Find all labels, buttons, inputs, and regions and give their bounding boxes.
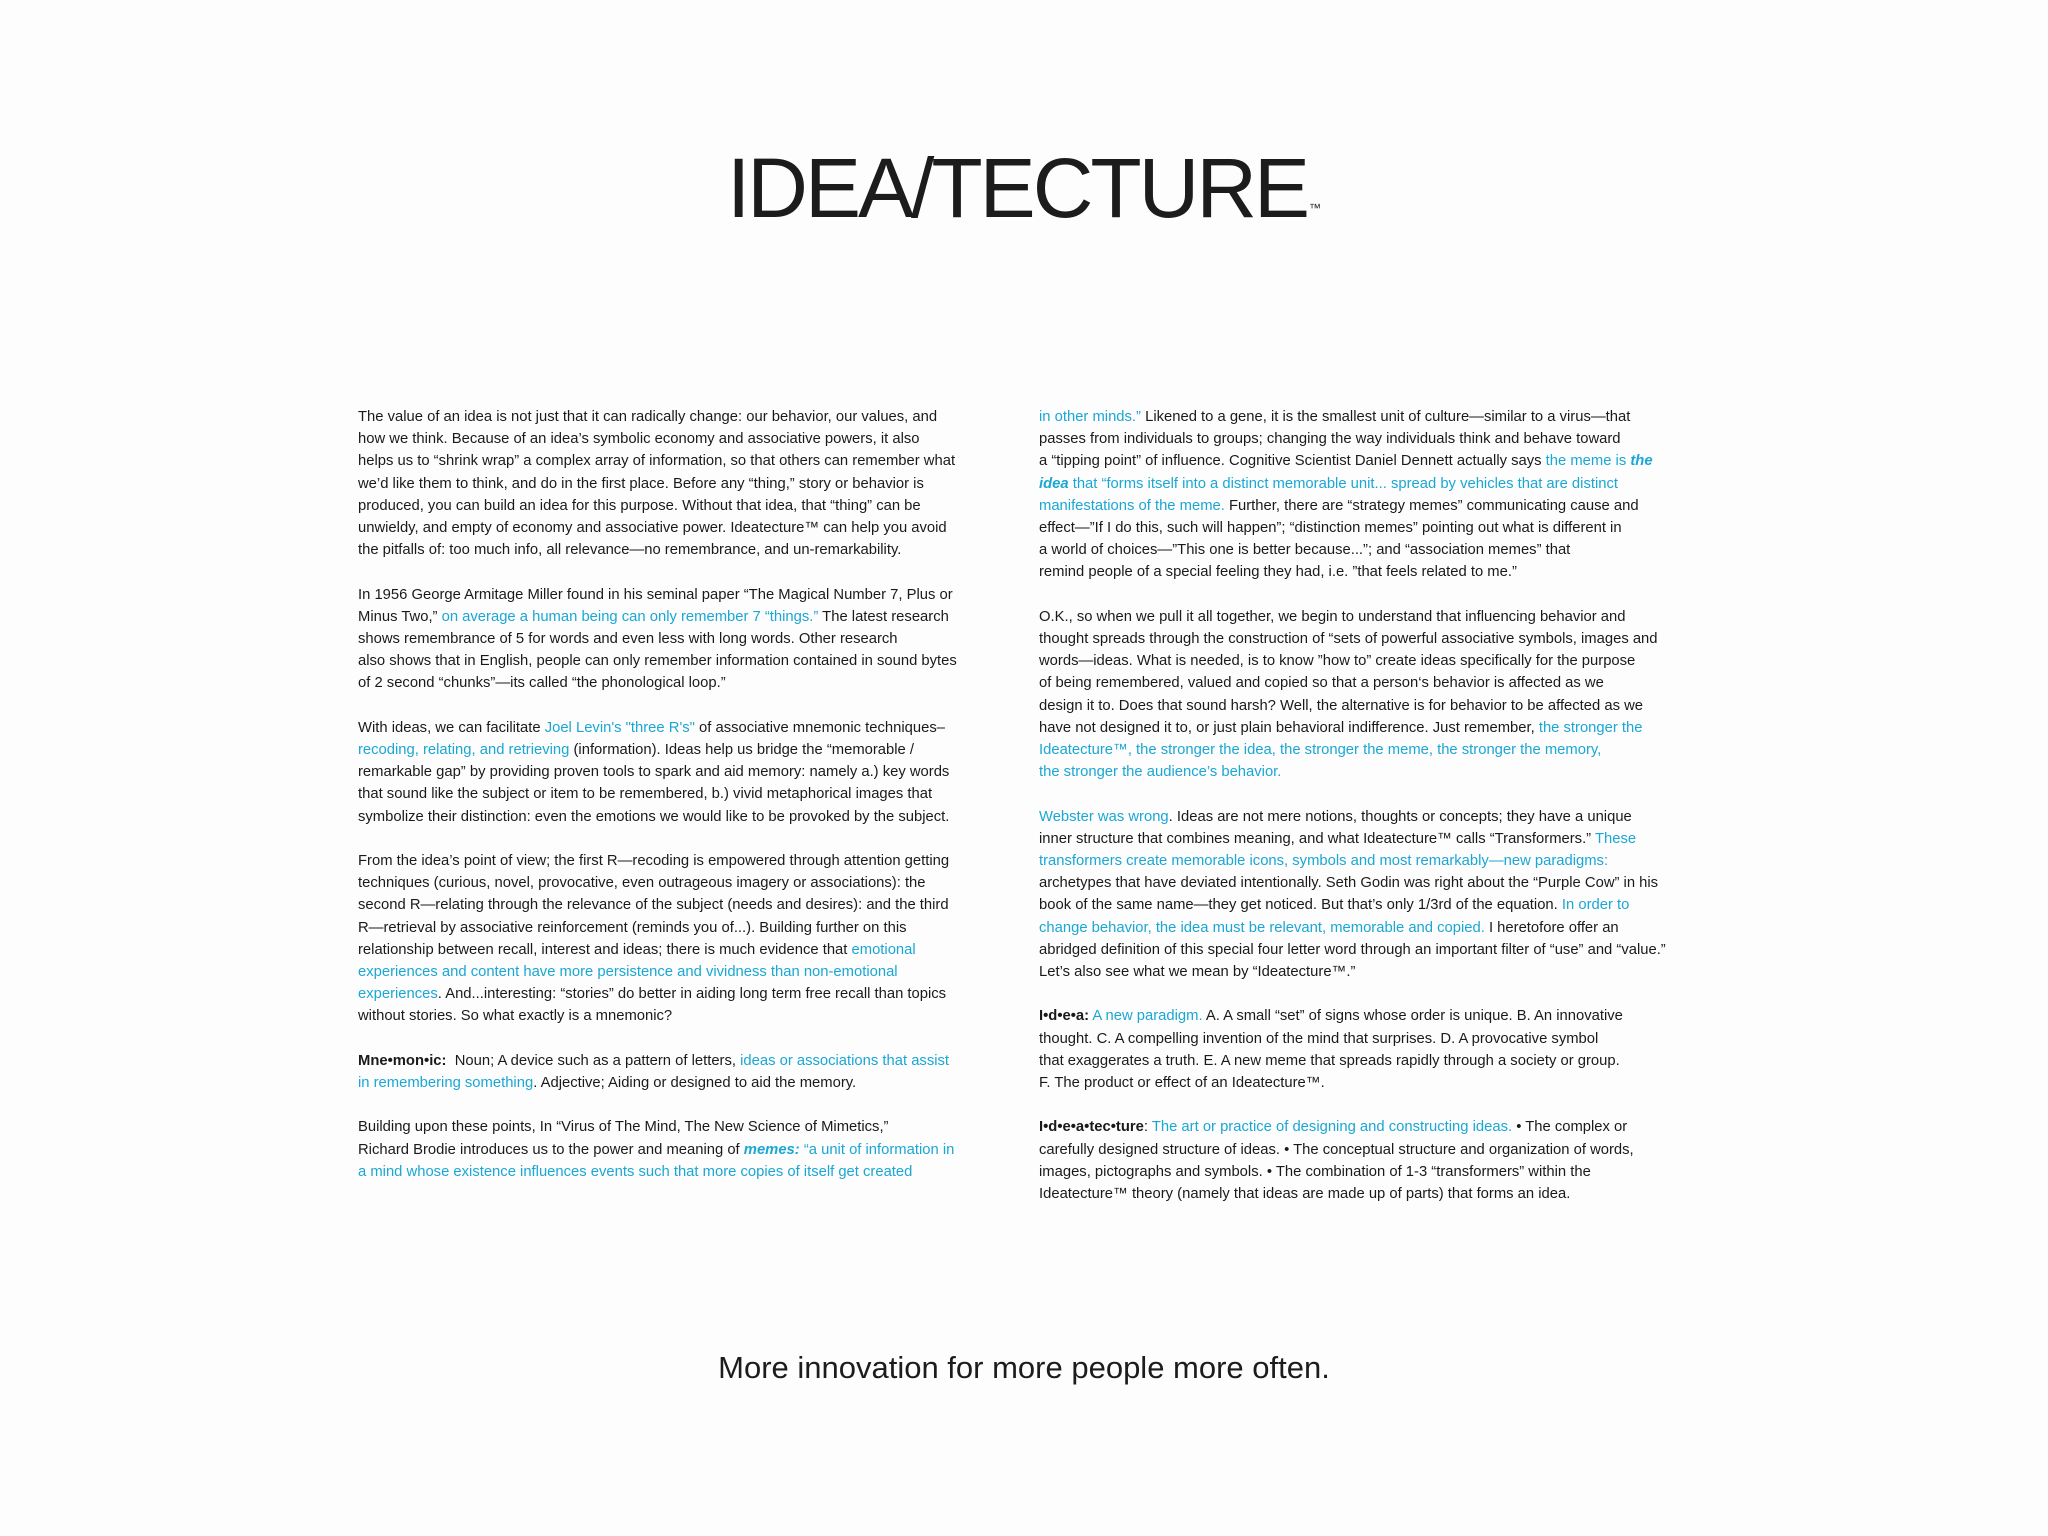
text-line: remind people of a special feeling they had, i.e. ”that feels related to me.” <box>1039 564 1517 581</box>
highlight-text: Joel Levin's "three R's" <box>544 719 695 736</box>
paragraph-levin <box>358 717 998 828</box>
text-run: I heretofore offer an <box>1484 919 1619 936</box>
text-run: • The complex or <box>1512 1119 1628 1136</box>
text-line <box>1039 917 1699 939</box>
text-run: of associative mnemonic techniques– <box>694 719 945 736</box>
text-run: Likened to a gene, it is the smallest unit of culture—similar to a virus—that <box>1140 409 1631 425</box>
definition-term: I•d•e•a•tec•ture <box>1039 1119 1144 1136</box>
trademark-symbol: ™ <box>1309 201 1322 215</box>
highlight-text: the <box>1630 453 1653 470</box>
highlight-text: on average a human being can only remember 7 “things.” <box>441 608 819 625</box>
text-line: second R—relating through the relevance of the subject (needs and desires): and the third <box>358 897 949 914</box>
text-line: remarkable gap” by providing proven tools to spark and aid memory: namely a.) key words <box>358 764 950 781</box>
text-line <box>358 717 998 739</box>
paragraph-ideatecture-definition <box>1039 1116 1699 1205</box>
highlight-text: the stronger the <box>1538 719 1643 736</box>
text-run: . And...interesting: “stories” do better in aiding long term free recall than topics <box>437 986 947 1003</box>
text-line: Ideatecture™ theory (namely that ideas are made up of parts) that forms an idea. <box>1039 1186 1571 1203</box>
text-line <box>1039 495 1699 517</box>
text-line: carefully designed structure of ideas. • The conceptual structure and organization of words, <box>1039 1141 1634 1158</box>
left-column <box>358 406 998 1205</box>
text-line: without stories. So what exactly is a mnemonic? <box>358 1008 673 1025</box>
text-line: symbolize their distinction: even the emotions we would like to be provoked by the subject. <box>358 808 950 825</box>
text-run: Noun; A device such as a pattern of letters, <box>446 1052 741 1069</box>
text-run: : <box>1143 1119 1152 1136</box>
paragraph-pull-together <box>1039 606 1699 784</box>
text-line: unwieldy, and empty of economy and associative power. Ideatecture™ can help you avoid <box>358 520 947 537</box>
highlight-text: recoding, relating, and retrieving <box>358 742 570 759</box>
text-line: of 2 second “chunks”—its called “the phonological loop.” <box>358 675 726 692</box>
text-line: of being remembered, valued and copied so that a person‘s behavior is affected as we <box>1039 675 1604 692</box>
text-line: words—ideas. What is needed, is to know ”how to” create ideas specifically for the purpose <box>1039 653 1636 670</box>
paragraph-brodie <box>358 1116 998 1183</box>
text-line: design it to. Does that sound harsh? Well, the alternative is for behavior to be affected as we <box>1039 697 1644 714</box>
highlight-text: that “forms itself into a distinct memorable unit... spread by vehicles that are distinct <box>1068 475 1618 492</box>
definition-term: I•d•e•a: <box>1039 1008 1090 1025</box>
paragraph-mnemonic-definition <box>358 1050 998 1094</box>
text-line: Let’s also see what we mean by “Ideatecture™.” <box>1039 964 1356 981</box>
text-line: Building upon these points, In “Virus of The Mind, The New Science of Mimetics,” <box>358 1119 889 1136</box>
highlight-text: change behavior, the idea must be relevant, memorable and copied. <box>1039 919 1485 936</box>
text-line: images, pictographs and symbols. • The combination of 1-3 “transformers” within the <box>1039 1163 1591 1180</box>
text-line: experiences and content have more persistence and vividness than non-emotional <box>358 964 898 981</box>
text-run: A. A small “set” of signs whose order is unique. B. An innovative <box>1202 1008 1623 1025</box>
highlight-text: in other minds.” <box>1039 409 1141 425</box>
text-run: . Ideas are not mere notions, thoughts or concepts; they have a unique <box>1168 808 1632 825</box>
text-run: Minus Two,” <box>358 608 442 625</box>
text-run: book of the same name—they get noticed. But that’s only 1/3rd of the equation. <box>1039 897 1562 914</box>
highlight-text: These <box>1594 830 1637 847</box>
text-line: techniques (curious, novel, provocative, even outrageous imagery or associations): the <box>358 875 926 892</box>
text-line: shows remembrance of 5 for words and even less with long words. Other research <box>358 631 898 648</box>
text-line: that exaggerates a truth. E. A new meme that spreads rapidly through a society or group. <box>1039 1052 1620 1069</box>
text-line: Ideatecture™, the stronger the idea, the stronger the meme, the stronger the memory, <box>1039 742 1602 759</box>
text-line: O.K., so when we pull it all together, we begin to understand that influencing behavior and <box>1039 608 1626 625</box>
highlight-text: The art or practice of designing and constructing ideas. <box>1151 1119 1513 1136</box>
paragraph-miller <box>358 584 998 695</box>
paragraph-idea-value <box>358 406 998 561</box>
highlight-text: “a unit of information in <box>799 1141 955 1158</box>
text-line: how we think. Because of an idea’s symbolic economy and associative powers, it also <box>358 431 920 448</box>
text-run: Further, there are “strategy memes” communicating cause and <box>1224 497 1639 514</box>
text-line <box>358 739 998 761</box>
text-line: we’d like them to think, and do in the first place. Before any “thing,” story or behavior is <box>358 475 924 492</box>
text-line: the pitfalls of: too much info, all relevance—no remembrance, and un-remarkability. <box>358 542 902 559</box>
text-line <box>1039 473 1699 495</box>
highlight-text: Webster was wrong <box>1039 808 1169 825</box>
highlight-text: in remembering something <box>358 1075 534 1092</box>
text-line <box>1039 894 1699 916</box>
text-line: transformers create memorable icons, symbols and most remarkably—new paradigms: <box>1039 853 1609 870</box>
text-run: The latest research <box>818 608 949 625</box>
highlight-text: A new paradigm. <box>1089 1008 1203 1025</box>
text-line: F. The product or effect of an Ideatecture™. <box>1039 1075 1325 1092</box>
paragraph-three-rs <box>358 850 998 1028</box>
text-line <box>358 983 998 1005</box>
text-run: (information). Ideas help us bridge the “memorable / <box>569 742 914 759</box>
highlight-text: manifestations of the meme. <box>1039 497 1225 514</box>
text-run: . Adjective; Aiding or designed to aid the memory. <box>533 1075 857 1092</box>
text-line: The value of an idea is not just that it can radically change: our behavior, our values, and <box>358 409 938 425</box>
highlight-text: experiences <box>358 986 438 1003</box>
footer-tagline: More innovation for more people more often. <box>718 1350 1330 1385</box>
text-line: a mind whose existence influences events such that more copies of itself get created <box>358 1163 913 1180</box>
text-line <box>358 1072 998 1094</box>
text-line: abridged definition of this special four letter word through an important filter of “use” and “value.” <box>1039 941 1666 958</box>
text-line: also shows that in English, people can only remember information contained in sound bytes <box>358 653 957 670</box>
text-line: the stronger the audience’s behavior. <box>1039 764 1282 781</box>
text-line: produced, you can build an idea for this purpose. Without that idea, that “thing” can be <box>358 497 921 514</box>
text-line: passes from individuals to groups; changing the way individuals think and behave toward <box>1039 431 1621 448</box>
highlight-text: ideas or associations that assist <box>740 1052 950 1069</box>
text-run: inner structure that combines meaning, and what Ideatecture™ calls “Transformers.” <box>1039 830 1595 847</box>
text-line <box>1039 406 1699 428</box>
title-text: IDEA/TECTURE <box>726 141 1308 235</box>
text-line <box>1039 1116 1699 1138</box>
text-line <box>1039 450 1699 472</box>
text-line: thought. C. A compelling invention of the mind that surprises. D. A provocative symbol <box>1039 1030 1599 1047</box>
right-column <box>1039 406 1699 1227</box>
definition-term: Mne•mon•ic: <box>358 1052 447 1069</box>
page-title <box>0 138 2048 238</box>
highlight-text: In order to <box>1561 897 1630 914</box>
text-run: relationship between recall, interest and ideas; there is much evidence that <box>358 941 852 958</box>
text-line <box>358 1139 998 1161</box>
text-run: With ideas, we can facilitate <box>358 719 545 736</box>
paragraph-idea-definition <box>1039 1005 1699 1094</box>
text-line: In 1956 George Armitage Miller found in his seminal paper “The Magical Number 7, Plus or <box>358 586 953 603</box>
paragraph-webster <box>1039 806 1699 984</box>
text-line <box>358 606 998 628</box>
text-line: R—retrieval by associative reinforcement (reminds you of...). Building further on this <box>358 919 907 936</box>
text-line: archetypes that have deviated intentionally. Seth Godin was right about the “Purple Cow” in his <box>1039 875 1659 892</box>
text-line: helps us to “shrink wrap” a complex array of information, so that others can remember what <box>358 453 956 470</box>
text-line: a world of choices—”This one is better because...”; and “association memes” that <box>1039 542 1571 559</box>
text-line <box>1039 1005 1699 1027</box>
text-run: Richard Brodie introduces us to the power and meaning of <box>358 1141 744 1158</box>
text-line <box>1039 717 1699 739</box>
text-line <box>358 939 998 961</box>
text-line <box>358 1050 998 1072</box>
text-line: that sound like the subject or item to be remembered, b.) vivid metaphorical images that <box>358 786 933 803</box>
paragraph-memes <box>1039 406 1699 584</box>
text-line <box>1039 828 1699 850</box>
text-line: From the idea’s point of view; the first R—recoding is empowered through attention getting <box>358 853 950 870</box>
highlight-text: memes: <box>743 1141 800 1158</box>
highlight-text: emotional <box>851 941 916 958</box>
text-run: a “tipping point” of influence. Cognitive Scientist Daniel Dennett actually says <box>1039 453 1546 470</box>
text-line: effect—”If I do this, such will happen”; “distinction memes” pointing out what is different in <box>1039 520 1622 537</box>
highlight-text: idea <box>1039 475 1069 492</box>
highlight-text: the meme is <box>1545 453 1631 470</box>
text-line: thought spreads through the construction of “sets of powerful associative symbols, images and <box>1039 631 1658 648</box>
text-run: have not designed it to, or just plain behavioral indifference. Just remember, <box>1039 719 1539 736</box>
text-line <box>1039 806 1699 828</box>
